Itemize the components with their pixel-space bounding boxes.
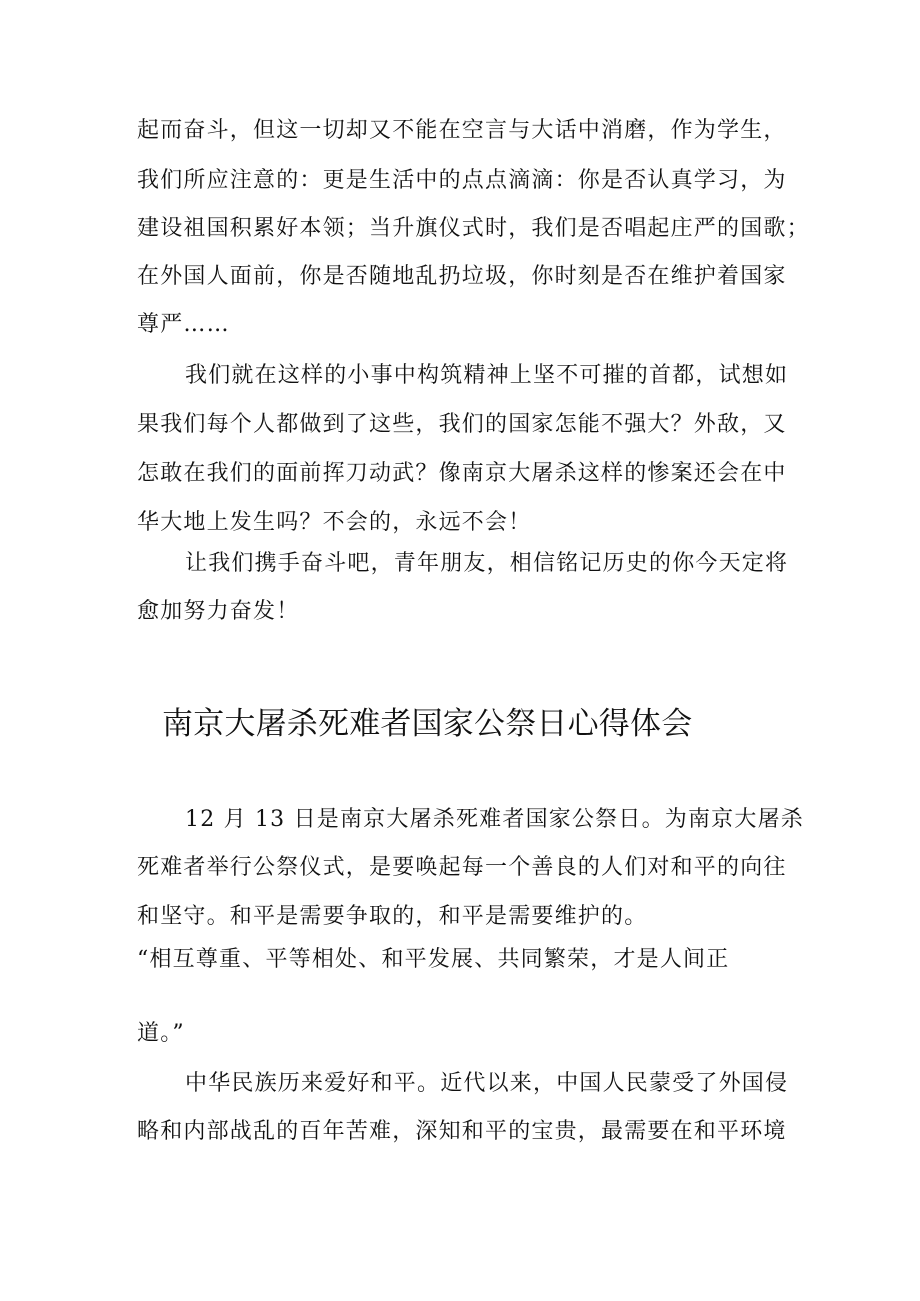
paragraph-line: 中华民族历来爱好和平。近代以来，中国人民蒙受了外国侵 <box>185 1071 789 1096</box>
quote-line: “相互尊重、平等相处、和平发展、共同繁荣，才是人间正 <box>137 947 730 972</box>
paragraph-line: 和坚守。和平是需要争取的，和平是需要维护的。 <box>137 904 648 929</box>
paragraph-line: 略和内部战乱的百年苦难，深知和平的宝贵，最需要在和平环境 <box>137 1119 787 1144</box>
paragraph-line: 果我们每个人都做到了这些，我们的国家怎能不强大？外敌，又 <box>137 412 787 437</box>
article-title: 南京大屠杀死难者国家公祭日心得体会 <box>162 706 693 742</box>
paragraph-line: 死难者举行公祭仪式，是要唤起每一个善良的人们对和平的向往 <box>137 855 787 880</box>
paragraph-line: 12 月 13 日是南京大屠杀死难者国家公祭日。为南京大屠杀 <box>185 807 804 832</box>
paragraph-line: 我们所应注意的：更是生活中的点点滴滴：你是否认真学习，为 <box>137 168 787 193</box>
paragraph-line: 在外国人面前，你是否随地乱扔垃圾，你时刻是否在维护着国家 <box>137 264 787 289</box>
paragraph-line: 我们就在这样的小事中构筑精神上坚不可摧的首都，试想如 <box>185 363 789 388</box>
paragraph-line: 怎敢在我们的面前挥刀动武？像南京大屠杀这样的惨案还会在中 <box>137 461 787 486</box>
paragraph-line: 尊严…… <box>137 312 230 337</box>
paragraph-line: 华大地上发生吗？不会的，永远不会！ <box>137 510 532 535</box>
paragraph-line: 起而奋斗，但这一切却又不能在空言与大话中消磨，作为学生， <box>137 118 787 143</box>
paragraph-line: 让我们携手奋斗吧，青年朋友，相信铭记历史的你今天定将 <box>185 551 789 576</box>
quote-line: 道。” <box>137 1021 185 1046</box>
paragraph-line: 愈加努力奋发！ <box>137 599 300 624</box>
paragraph-line: 建设祖国积累好本领；当升旗仪式时，我们是否唱起庄严的国歌； <box>137 216 810 241</box>
